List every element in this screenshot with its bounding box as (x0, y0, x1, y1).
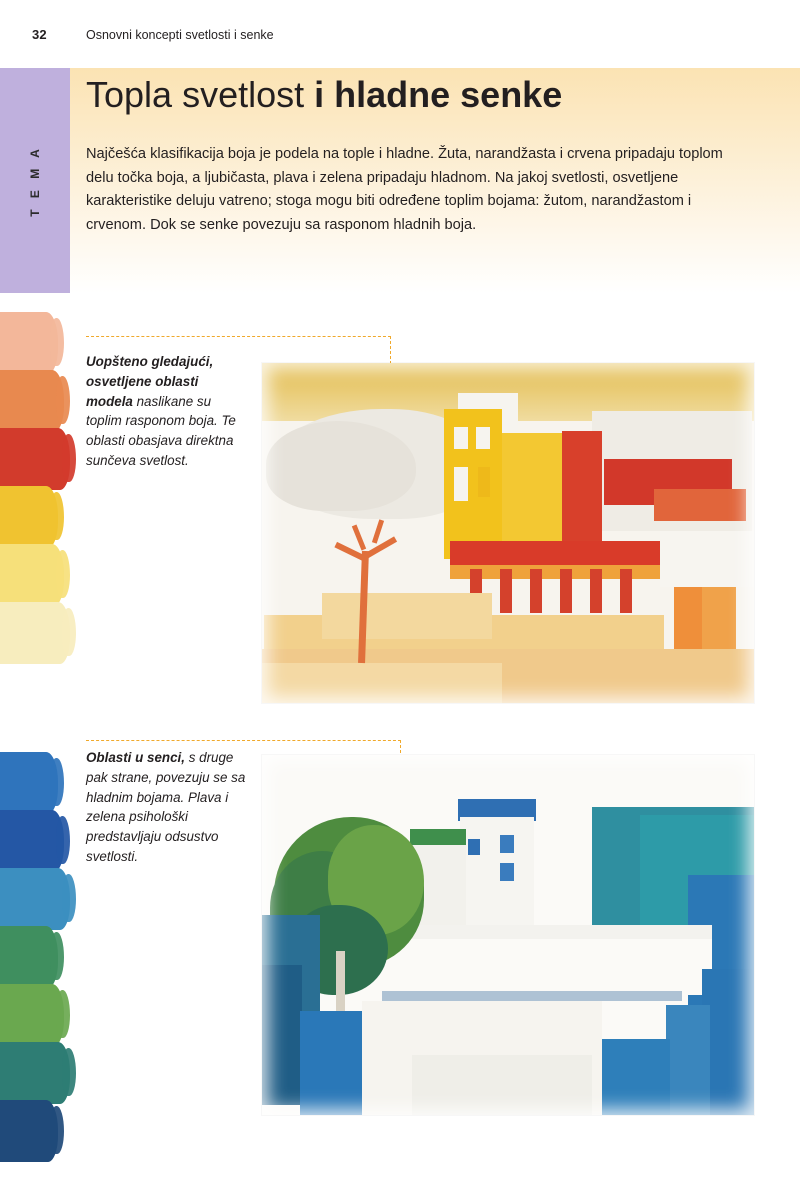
page-number: 32 (32, 27, 47, 42)
cool-swatch-column (0, 752, 70, 1112)
page-title (86, 74, 746, 115)
callout-cool (86, 748, 246, 867)
page-title-bold: i hladne senke (314, 74, 563, 115)
cool-swatch-3 (0, 926, 58, 988)
callout-warm (86, 352, 246, 471)
section-tab-label: T E M A (28, 144, 42, 217)
warm-swatch-1 (0, 370, 64, 432)
warm-swatch-column (0, 312, 70, 662)
figure-warm-light (262, 363, 754, 703)
warm-swatch-2 (0, 428, 70, 490)
callout-cool-body: s druge pak strane, povezuju se sa hladnim bojama. Plava i zelena psihološki predstavljaju odsustvo svetlosti. (86, 750, 246, 865)
cool-swatch-4 (0, 984, 64, 1046)
callout-warm-body: naslikane su toplim rasponom boja. Te oblasti obasjava direktna sunčeva svetlost. (86, 393, 236, 469)
callout-warm-lead: Uopšteno gledajući, osvetljene oblasti modela (86, 354, 214, 409)
page-title-light: Topla svetlost (86, 74, 315, 115)
cool-swatch-6 (0, 1100, 58, 1162)
running-head: Osnovni koncepti svetlosti i senke (86, 28, 274, 42)
section-tab (0, 68, 70, 293)
warm-painting-canvas (262, 363, 754, 703)
cool-swatch-2 (0, 868, 70, 930)
page-header (0, 0, 800, 68)
cool-swatch-0 (0, 752, 58, 814)
figure-cool-shadow (262, 755, 754, 1115)
cool-painting-canvas (262, 755, 754, 1115)
warm-swatch-4 (0, 544, 64, 606)
warm-swatch-0 (0, 312, 58, 374)
cool-swatch-5 (0, 1042, 70, 1104)
warm-swatch-5 (0, 602, 70, 664)
warm-swatch-3 (0, 486, 58, 548)
callout-cool-lead: Oblasti u senci, (86, 750, 189, 765)
intro-paragraph: Najčešća klasifikacija boja je podela na tople i hladne. Žuta, narandžasta i crvena pripadaju toplom delu točka boja, a ljubičasta, plava i zelena pripadaju hladnom. Na jakoj svetlosti, osvetljene karakteristike deluju vatreno; stoga mogu biti određene toplim bojama: žutom, narandžastom i crvenom. Dok se senke povezuju sa rasponom hladnih boja. (86, 146, 723, 233)
cool-swatch-1 (0, 810, 64, 872)
